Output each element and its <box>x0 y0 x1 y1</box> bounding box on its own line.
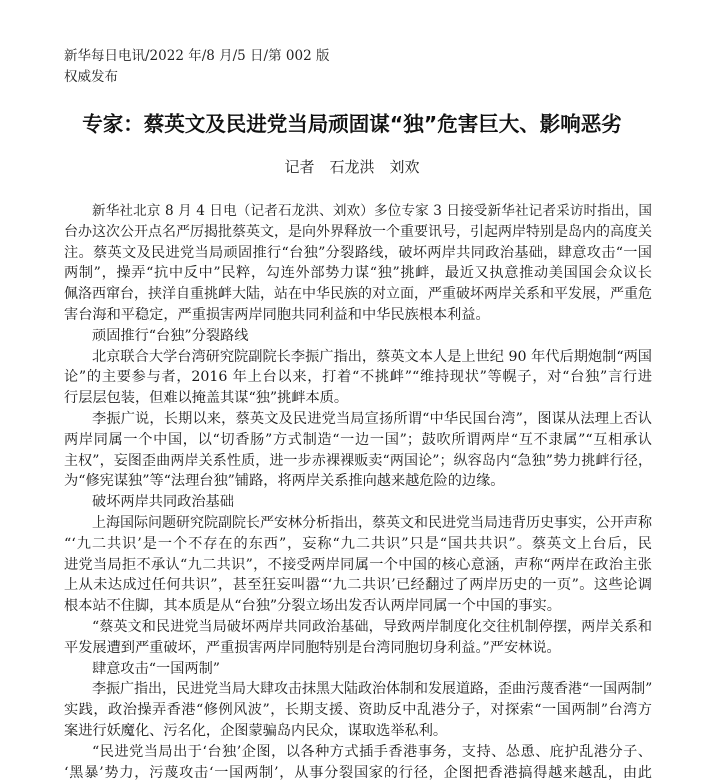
body-line: “民进党当局出于‘台独’企图，以各种方式插手香港事务，支持、怂恿、庇护乱港分子、 <box>92 743 652 760</box>
body-line: 根本站不住脚，其本质是从“台独”分裂立场出发否认两岸同属一个中国的事实。 <box>64 598 561 615</box>
body-line: 实践，政治操弄香港“修例风波”，长期支援、资助反中乱港分子，对探索“一国两制”台湾方 <box>64 702 652 719</box>
source-line: 新华每日电讯/2022 年/8 月/5 日/第 002 版 <box>64 48 330 64</box>
byline: 记者 石龙洪 刘欢 <box>284 158 420 176</box>
body-line: 两制”，操弄“抗中反中”民粹，勾连外部势力谋“独”挑衅，最近又执意推动美国国会众议长 <box>64 265 652 282</box>
body-line: 进党当局拒不承认“九二共识”，不接受两岸同属一个中国的核心意涵，声称“两岸在政治主张 <box>64 556 652 573</box>
body-line: 注。蔡英文及民进党当局顽固推行“台独”分裂路线，破坏两岸共同政治基础，肆意攻击“一国 <box>64 244 652 261</box>
body-line: 李振广说，长期以来，蔡英文及民进党当局宣扬所谓“中华民国台湾”，图谋从法理上否认 <box>92 410 652 427</box>
body-line: 两岸同属一个中国，以“切香肠”方式制造“一边一国”；鼓吹所谓两岸“互不隶属”“互相承认 <box>64 431 652 448</box>
body-line: 害台海和平稳定，严重损害两岸同胞共同利益和中华民族根本利益。 <box>64 306 490 323</box>
section-heading: 肆意攻击“一国两制” <box>92 660 221 677</box>
article-title: 专家：蔡英文及民进党当局顽固谋“独”危害巨大、影响恶劣 <box>82 112 622 136</box>
column-label: 权威发布 <box>64 69 118 85</box>
body-line: “蔡英文和民进党当局破坏两岸共同政治基础，导致两岸制度化交往机制停摆，两岸关系和 <box>92 618 652 635</box>
body-line: 案进行妖魔化、污名化，企图蒙骗岛内民众，谋取选举私利。 <box>64 722 448 739</box>
body-line: “‘九二共识’是一个不存在的东西”，妄称“九二共识”只是“国共共识”。蔡英文上台后，民 <box>64 535 652 552</box>
body-line: 论”的主要参与者，2016 年上台以来，打着“不挑衅”“维持现状”等幌子，对“台独”言行进 <box>64 369 652 386</box>
body-line: 台办这次公开点名严厉揭批蔡英文，是向外界释放一个重要讯号，引起两岸特别是岛内的高度关 <box>64 223 652 240</box>
section-heading: 破坏两岸共同政治基础 <box>92 494 234 511</box>
body-line: 主权”，妄图歪曲两岸关系性质，进一步赤裸裸贩卖“两国论”；纵容岛内“急独”势力挑衅行径， <box>64 452 652 469</box>
body-line: 行层层包装，但难以掩盖其谋“独”挑衅本质。 <box>64 390 349 407</box>
body-line: 北京联合大学台湾研究院副院长李振广指出，蔡英文本人是上世纪 90 年代后期炮制“两国 <box>92 348 652 365</box>
body-line: 新华社北京 8 月 4 日电（记者石龙洪、刘欢）多位专家 3 日接受新华社记者采访时指出，国 <box>92 203 652 219</box>
article-body <box>64 201 652 783</box>
body-line: 平发展遭到严重破坏，严重损害两岸同胞特别是台湾同胞切身利益。”严安林说。 <box>64 639 561 656</box>
body-line: 李振广指出，民进党当局大肆攻击抹黑大陆政治体制和发展道路，歪曲污蔑香港“一国两制” <box>92 681 653 698</box>
body-line: 佩洛西窜台，挟洋自重挑衅大陆，站在中华民族的对立面，严重破坏两岸关系和平发展，严重危 <box>64 286 652 303</box>
section-heading: 顽固推行“台独”分裂路线 <box>92 327 249 344</box>
body-line: 为“修宪谋独”等“法理台独”铺路，将两岸关系推向越来越危险的边缘。 <box>64 473 505 490</box>
body-line: ‘黑暴’势力，污蔑攻击‘一国两制’，从事分裂国家的行径，企图把香港搞得越来越乱，由此 <box>64 764 652 781</box>
body-line: 上从未达成过任何共识”，甚至狂妄叫嚣“‘九二共识’已经翻过了两岸历史的一页”。这些论调 <box>64 577 652 594</box>
body-line: 上海国际问题研究院副院长严安林分析指出，蔡英文和民进党当局违背历史事实，公开声称 <box>92 514 652 531</box>
